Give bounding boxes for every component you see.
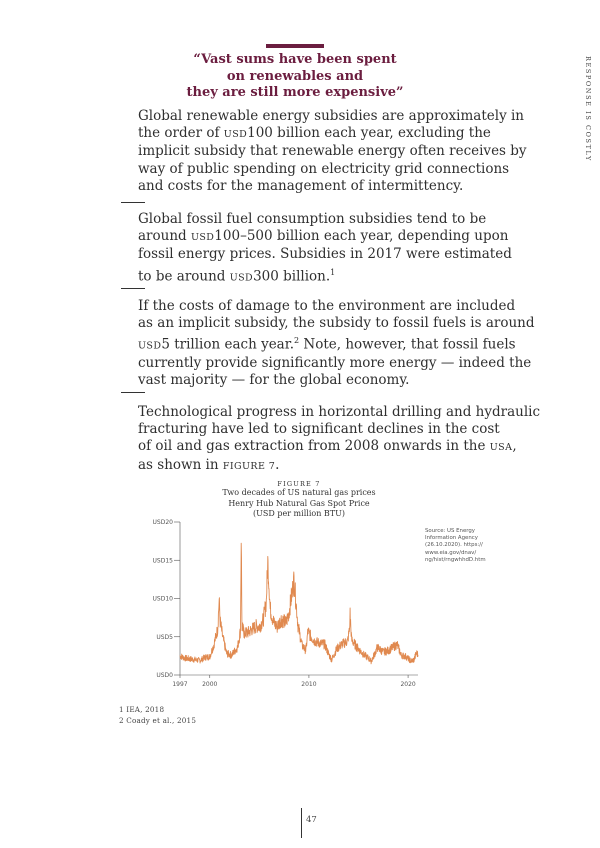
- paragraph-line: [138, 332, 516, 355]
- text-run: USD: [229, 272, 254, 284]
- paragraph-technological-progress: [138, 404, 541, 475]
- x-tick-label: 2000: [202, 681, 218, 688]
- footnote-number: 2: [119, 716, 124, 725]
- text-run: Note, however, that fossil fuels: [299, 336, 516, 353]
- text-run: USD: [138, 340, 162, 352]
- text-run: currently provide significantly more energy — indeed the: [138, 355, 532, 372]
- figure-title-line: Two decades of US natural gas prices: [222, 488, 376, 497]
- pull-quote-line: on renewables and: [226, 68, 364, 84]
- y-tick-label: USD20: [152, 519, 173, 526]
- paragraph-line: [138, 228, 509, 246]
- paragraph-line: [138, 246, 512, 263]
- text-run: 300 billion.: [253, 268, 331, 285]
- text-run: .: [275, 456, 280, 473]
- paragraph-line: [138, 143, 527, 160]
- separator: [121, 202, 145, 203]
- text-run: way of public spending on electricity grid connections: [138, 160, 510, 177]
- page-number-rule: [301, 808, 302, 838]
- paragraph-line: [138, 264, 468, 287]
- text-run: Global fossil fuel consumption subsidies tend to be: [138, 211, 487, 227]
- text-run: the order of: [138, 125, 224, 142]
- text-run: around: [138, 228, 191, 245]
- gas-price-chart: [150, 512, 440, 692]
- footnote-text: IEA, 2018: [126, 705, 165, 714]
- text-run: implicit subsidy that renewable energy often receives by: [138, 143, 527, 160]
- paragraph-line: [138, 211, 487, 228]
- text-run: FIGURE 7: [222, 460, 276, 472]
- text-run: of oil and gas extraction from 2008 onwards in the: [138, 438, 490, 455]
- paragraph-line: [138, 125, 491, 143]
- footnote-reference: 1: [330, 267, 336, 277]
- figure-label: FIGURE 7: [277, 480, 321, 488]
- text-run: USD: [190, 232, 215, 244]
- paragraph-line: [138, 315, 535, 332]
- source-line: ng/hist/rngwhhdD.htm: [425, 556, 486, 563]
- figure-source: [425, 528, 493, 564]
- source-line: Information Agency: [425, 535, 478, 542]
- text-run: Technological progress in horizontal drilling and hydraulic: [138, 404, 541, 420]
- source-line: Source: US Energy: [425, 528, 475, 534]
- x-tick-label: 2010: [301, 681, 317, 688]
- footnote-number: 1: [119, 705, 124, 714]
- paragraph-line: [138, 178, 468, 195]
- footnote-text: Coady et al., 2015: [126, 716, 197, 725]
- footnote-2: [119, 716, 196, 725]
- text-run: as an implicit subsidy, the subsidy to fossil fuels is around: [138, 315, 535, 332]
- price-series-line: [180, 543, 418, 664]
- page-number: 47: [306, 815, 317, 825]
- source-line: (26.10.2020). https://: [425, 542, 483, 549]
- text-run: fracturing have led to significant declines in the cost: [138, 421, 500, 438]
- pull-quote-line: they are still more expensive”: [186, 85, 404, 100]
- figure-title-line: (USD per million BTU): [253, 509, 345, 518]
- section-side-label: [582, 56, 592, 166]
- text-run: If the costs of damage to the environment are included: [138, 298, 516, 314]
- paragraph-line: [138, 438, 517, 456]
- text-run: and costs for the management of intermittency.: [138, 177, 464, 194]
- y-tick-label: USD5: [156, 633, 173, 641]
- text-run: USD: [223, 129, 248, 141]
- footnote-reference: 2: [294, 336, 300, 346]
- text-run: as shown in: [138, 456, 223, 473]
- pull-quote: [150, 52, 440, 102]
- pull-quote-line: “Vast sums have been spent: [193, 52, 397, 67]
- separator: [121, 288, 145, 289]
- figure-title-line: Henry Hub Natural Gas Spot Price: [228, 498, 370, 508]
- y-tick-label: USD0: [156, 672, 173, 679]
- paragraph-environmental-cost: [138, 298, 535, 390]
- text-run: Global renewable energy subsidies are approximately in: [138, 108, 525, 124]
- y-tick-label: USD10: [152, 595, 173, 603]
- paragraph-line: [138, 421, 500, 438]
- text-run: ,: [512, 438, 517, 455]
- paragraph-line: [138, 298, 516, 315]
- source-line: www.eia.gov/dnav/: [425, 549, 477, 556]
- text-run: 100–500 billion each year, depending upon: [214, 228, 509, 245]
- y-tick-label: USD15: [152, 557, 173, 565]
- paragraph-line: [138, 160, 510, 178]
- paragraph-line: [138, 404, 541, 421]
- section-side-label-text: RESPONSE IS COSTLY: [584, 56, 592, 162]
- paragraph-line: [138, 372, 468, 389]
- text-run: 5 trillion each year.: [161, 336, 294, 353]
- text-run: fossil energy prices. Subsidies in 2017 were estimated: [138, 246, 512, 263]
- text-run: 100 billion each year, excluding the: [247, 125, 491, 142]
- separator: [121, 392, 145, 393]
- text-run: vast majority — for the global economy.: [138, 372, 410, 389]
- quote-accent-bar: [266, 44, 324, 48]
- paragraph-line: [138, 108, 525, 125]
- footnote-1: [119, 705, 164, 714]
- paragraph-line: [138, 355, 532, 372]
- x-tick-label: 1997: [172, 681, 188, 688]
- paragraph-renewable-subsidies: [138, 108, 527, 195]
- x-tick-label: 2020: [400, 681, 416, 688]
- paragraph-line: [138, 457, 468, 475]
- paragraph-fossil-subsidies: [138, 211, 512, 286]
- text-run: to be around: [138, 268, 230, 285]
- text-run: USA: [489, 442, 513, 454]
